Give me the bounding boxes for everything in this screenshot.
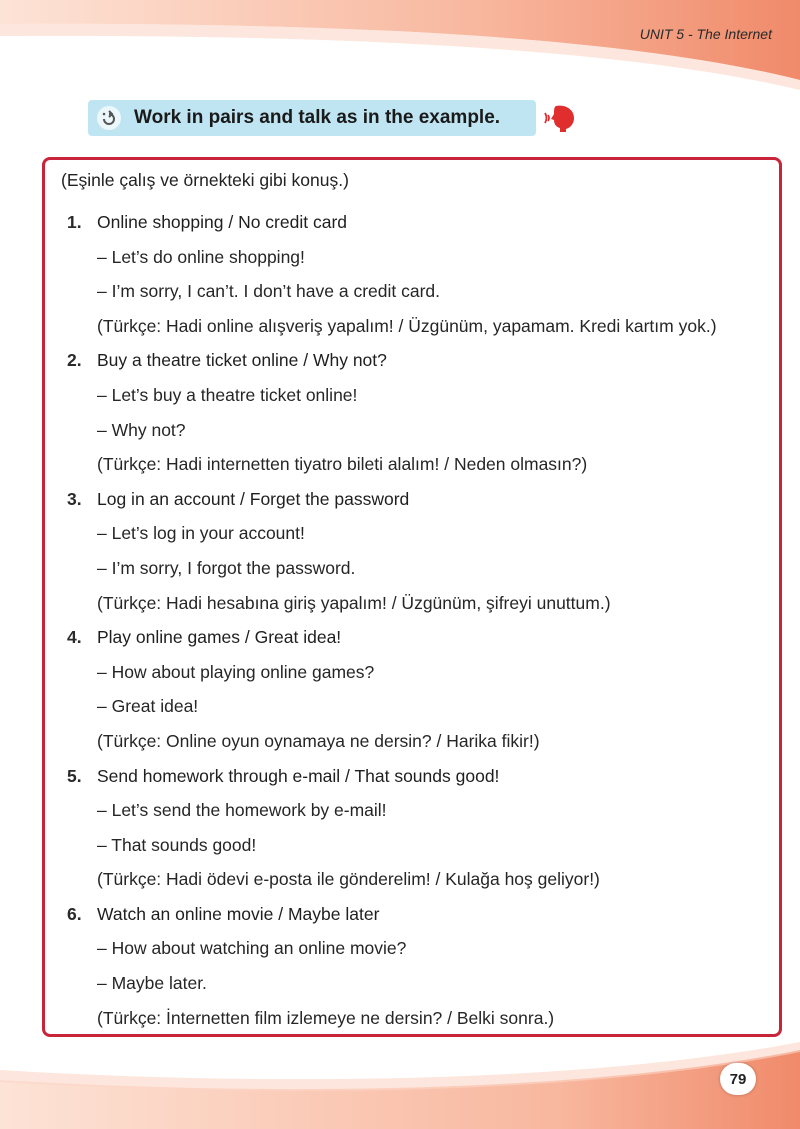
exercise-item xyxy=(45,343,779,481)
bottom-decorative-band xyxy=(0,1040,800,1129)
exercise-item xyxy=(45,205,779,343)
dialogue-line: – Maybe later. xyxy=(97,973,207,994)
translation-line: (Türkçe: Hadi internetten tiyatro bileti alalım! / Neden olmasın?) xyxy=(97,454,588,475)
item-number: 6. xyxy=(67,903,82,924)
translation-line: (Türkçe: Online oyun oynamaya ne dersin? / Harika fikir!) xyxy=(97,730,540,751)
item-heading: Play online games / Great idea! xyxy=(97,627,342,648)
item-heading: Watch an online movie / Maybe later xyxy=(97,903,380,924)
item-heading: Send homework through e-mail / That sounds good! xyxy=(97,765,500,786)
dialogue-line: – I’m sorry, I can’t. I don’t have a credit card. xyxy=(97,281,441,302)
item-number: 1. xyxy=(67,212,82,232)
speaking-head-icon xyxy=(542,102,578,134)
dialogue-line: – Great idea! xyxy=(97,696,199,717)
item-number: 3. xyxy=(67,488,82,509)
dialogue-line: – Let’s do online shopping! xyxy=(97,246,305,267)
exercise-item xyxy=(45,620,779,758)
translation-line: (Türkçe: Hadi ödevi e-posta ile gönderelim! / Kulağa hoş geliyor!) xyxy=(97,869,600,890)
dialogue-line: – I’m sorry, I forgot the password. xyxy=(97,557,356,578)
dialogue-line: – Let’s send the homework by e-mail! xyxy=(97,800,387,821)
dialogue-line: – Why not? xyxy=(97,419,186,440)
unit-label: UNIT 5 - The Internet xyxy=(639,26,772,42)
item-heading: Log in an account / Forget the password xyxy=(97,488,410,509)
instruction-banner xyxy=(88,100,536,136)
dialogue-line: – How about playing online games? xyxy=(97,661,375,682)
exercise-list xyxy=(45,205,779,1035)
exercise-item xyxy=(45,759,779,897)
dialogue-line: – Let’s log in your account! xyxy=(97,523,305,544)
dialogue-line: – Let’s buy a theatre ticket online! xyxy=(97,384,358,405)
item-number: 5. xyxy=(67,765,82,786)
page-number: 79 xyxy=(720,1063,756,1095)
item-heading: Online shopping / No credit card xyxy=(97,212,347,232)
exercise-item xyxy=(45,482,779,620)
item-number: 4. xyxy=(67,627,82,648)
speech-cycle-icon xyxy=(96,105,122,131)
exercise-item xyxy=(45,897,779,1035)
translation-line: (Türkçe: Hadi hesabına giriş yapalım! / Üzgünüm, şifreyi unuttum.) xyxy=(97,592,611,613)
dialogue-line: – That sounds good! xyxy=(97,834,257,855)
instruction-text: Work in pairs and talk as in the example. xyxy=(134,107,501,128)
translation-line: (Türkçe: Hadi online alışveriş yapalım! / Üzgünüm, yapamam. Kredi kartım yok.) xyxy=(97,315,717,336)
top-decorative-band xyxy=(0,0,800,90)
item-number: 2. xyxy=(67,350,82,371)
exercise-intro: (Eşinle çalış ve örnekteki gibi konuş.) xyxy=(61,170,349,190)
exercise-box xyxy=(42,157,782,1037)
translation-line: (Türkçe: İnternetten film izlemeye ne dersin? / Belki sonra.) xyxy=(97,1007,555,1028)
dialogue-line: – How about watching an online movie? xyxy=(97,938,407,959)
item-heading: Buy a theatre ticket online / Why not? xyxy=(97,350,387,371)
